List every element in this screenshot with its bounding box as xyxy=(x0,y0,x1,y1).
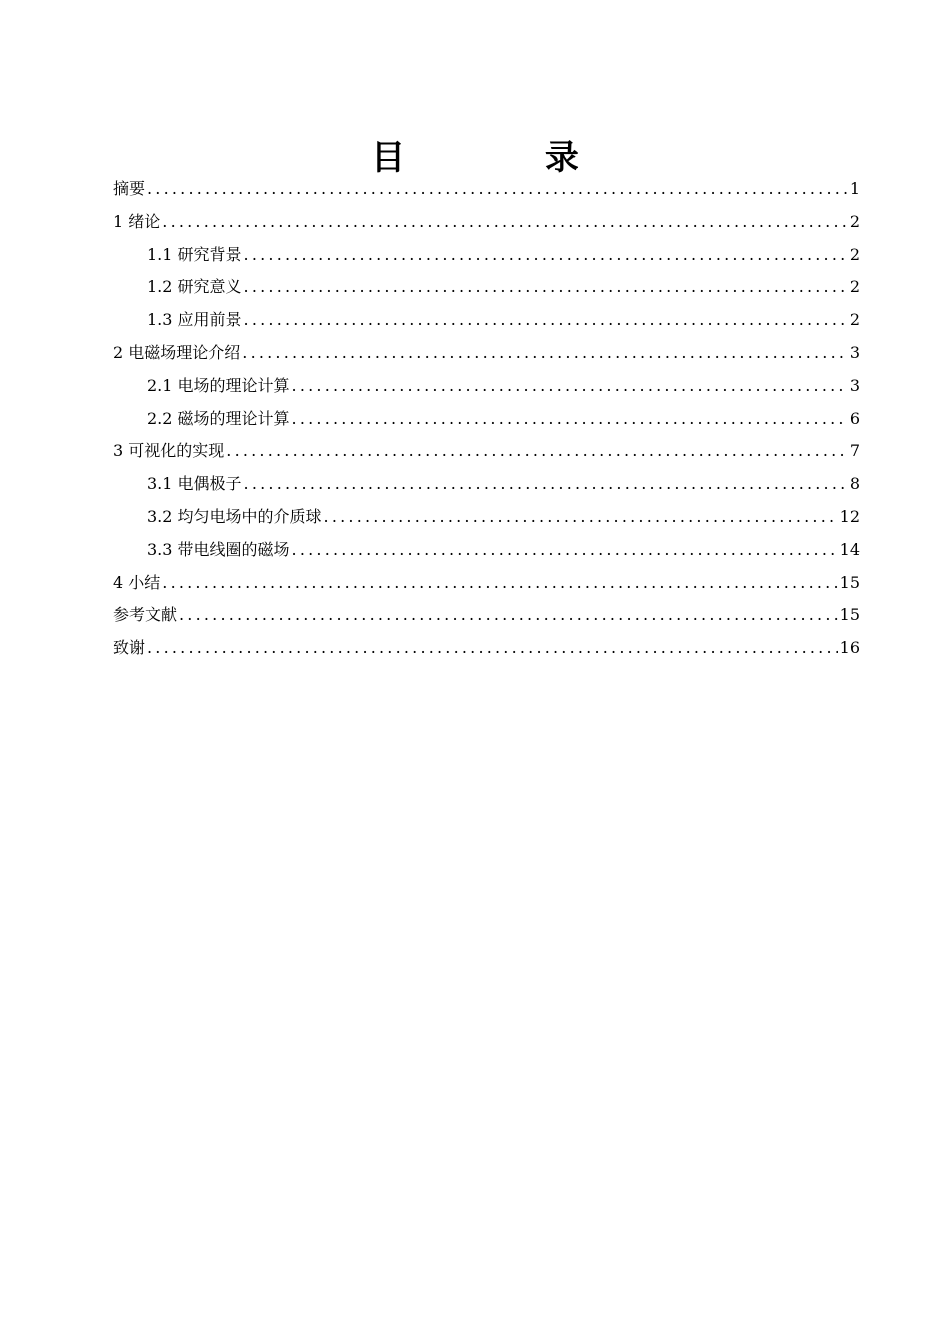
toc-leader-dots xyxy=(162,206,848,239)
toc-entry-page-number: 8 xyxy=(849,474,860,494)
toc-entry-label: 1.1 研究背景 xyxy=(147,244,242,264)
toc-entry-chapter-1[interactable] xyxy=(113,206,860,239)
toc-leader-dots xyxy=(147,632,838,665)
toc-entry-page-number: 2 xyxy=(849,211,860,231)
toc-entry-page-number: 3 xyxy=(849,342,860,362)
toc-entry-label: 3.2 均匀电场中的介质球 xyxy=(147,506,322,526)
toc-leader-dots xyxy=(244,239,848,272)
toc-entry-page-number: 12 xyxy=(839,506,860,526)
toc-leader-dots xyxy=(179,599,838,632)
toc-entry-section-1-1[interactable] xyxy=(113,239,860,272)
toc-entry-acknowledgements[interactable] xyxy=(113,632,860,665)
toc-entry-label: 1.2 研究意义 xyxy=(147,277,242,297)
toc-entry-page-number: 15 xyxy=(839,572,860,592)
toc-entry-page-number: 1 xyxy=(849,179,860,198)
toc-entry-section-3-2[interactable] xyxy=(113,501,860,534)
toc-leader-dots xyxy=(162,567,837,600)
toc-entry-section-3-3[interactable] xyxy=(113,534,860,567)
toc-entry-page-number: 2 xyxy=(849,244,860,264)
toc-entry-page-number: 6 xyxy=(849,408,860,428)
toc-entry-page-number: 15 xyxy=(839,605,860,625)
toc-leader-dots xyxy=(292,403,848,436)
toc-entry-page-number: 14 xyxy=(839,539,860,559)
toc-entry-page-number: 16 xyxy=(839,638,860,658)
toc-entry-label: 2 电磁场理论介绍 xyxy=(113,342,241,362)
toc-entry-page-number: 7 xyxy=(849,441,860,461)
toc-entry-chapter-3[interactable] xyxy=(113,435,860,468)
toc-entry-label: 摘要 xyxy=(113,179,146,198)
toc-entry-abstract[interactable] xyxy=(113,173,860,206)
toc-leader-dots xyxy=(147,173,848,206)
toc-leader-dots xyxy=(242,337,848,370)
toc-entry-label: 3.3 带电线圈的磁场 xyxy=(147,539,290,559)
toc-entry-section-3-1[interactable] xyxy=(113,468,860,501)
toc-entry-label: 3 可视化的实现 xyxy=(113,441,225,461)
toc-entry-section-2-2[interactable] xyxy=(113,403,860,436)
toc-leader-dots xyxy=(226,435,848,468)
toc-entry-label: 4 小结 xyxy=(113,572,161,592)
toc-entry-label: 1.3 应用前景 xyxy=(147,310,242,330)
toc-leader-dots xyxy=(324,501,838,534)
toc-entry-label: 2.1 电场的理论计算 xyxy=(147,375,290,395)
toc-list xyxy=(113,173,860,665)
toc-entry-section-1-2[interactable] xyxy=(113,271,860,304)
toc-title: 目 录 xyxy=(371,138,643,178)
toc-entry-label: 1 绪论 xyxy=(113,211,161,231)
toc-leader-dots xyxy=(292,370,848,403)
toc-entry-label: 3.1 电偶极子 xyxy=(147,474,242,494)
toc-leader-dots xyxy=(244,304,848,337)
toc-entry-page-number: 2 xyxy=(849,277,860,297)
toc-entry-section-1-3[interactable] xyxy=(113,304,860,337)
toc-entry-section-2-1[interactable] xyxy=(113,370,860,403)
toc-entry-label: 致谢 xyxy=(113,638,146,658)
toc-entry-references[interactable] xyxy=(113,599,860,632)
toc-entry-page-number: 2 xyxy=(849,310,860,330)
toc-leader-dots xyxy=(292,534,838,567)
toc-entry-chapter-4[interactable] xyxy=(113,567,860,600)
toc-leader-dots xyxy=(244,271,848,304)
toc-entry-label: 参考文献 xyxy=(113,605,178,625)
toc-entry-chapter-2[interactable] xyxy=(113,337,860,370)
toc-leader-dots xyxy=(244,468,848,501)
toc-entry-label: 2.2 磁场的理论计算 xyxy=(147,408,290,428)
toc-entry-page-number: 3 xyxy=(849,375,860,395)
